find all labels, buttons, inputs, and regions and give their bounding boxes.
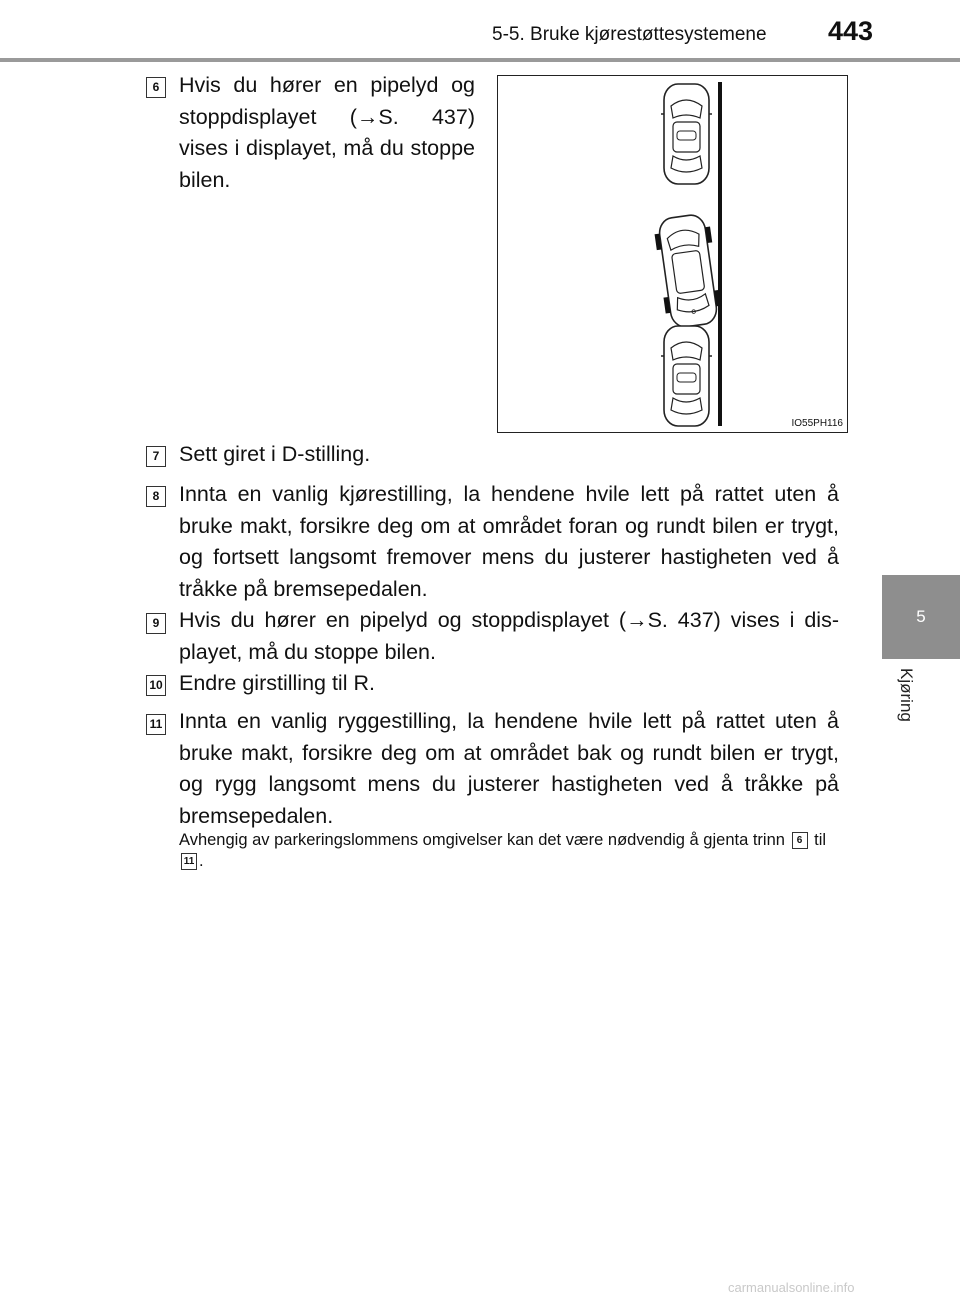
header-divider	[0, 58, 960, 62]
step-number-11: 11	[146, 714, 166, 735]
note-text-middle: til	[814, 831, 827, 849]
page-number: 443	[828, 16, 874, 46]
step-number-10: 10	[146, 675, 166, 696]
chapter-title: Kjøring	[897, 668, 916, 722]
step-text-7: Sett giret i D-stilling.	[179, 442, 371, 466]
note-text-end: .	[199, 852, 204, 870]
note-text: Avhengig av parkeringslommens omgivelser kan det være nødvendig å gjenta trinn	[179, 831, 785, 849]
parked-car-front	[661, 84, 712, 184]
own-car	[653, 213, 724, 330]
parked-car-rear	[661, 326, 712, 426]
step-number-6: 6	[146, 77, 166, 98]
parking-illustration	[497, 75, 848, 433]
note-ref-start: 6	[792, 832, 808, 849]
step-text-9: Hvis du hører en pipelyd og stoppdisplayet (→S. 437) vises i dis-playet, må du stoppe bilen.	[179, 608, 839, 664]
step-text-11: Innta en vanlig ryggestilling, la hendene hvile lett på rattet uten å bruke makt, forsikre deg om at området bak og rundt bilen er trygt, og rygg langsomt mens du justerer hastigheten ved å tråkke på bremsepedalen.	[179, 709, 839, 828]
figure-code: IO55PH116	[791, 418, 843, 429]
section-title: 5-5. Bruke kjørestøttesystemene	[492, 24, 767, 45]
step-number-7: 7	[146, 446, 166, 467]
parking-diagram	[498, 76, 847, 432]
step-text-8: Innta en vanlig kjørestilling, la hendene hvile lett på rattet uten å bruke makt, forsikre deg om at området foran og rundt bilen er trygt, og fortsett langsomt fremover mens du justerer hastigheten ved å tråkke på bremsepedalen.	[179, 482, 839, 601]
note-paragraph	[179, 830, 839, 872]
step-text-6: Hvis du hører en pipelyd og stoppdisplayet (→S. 437) vises i displayet, må du stoppe bilen.	[179, 73, 475, 192]
step-number-8: 8	[146, 486, 166, 507]
step-number-9: 9	[146, 613, 166, 634]
note-ref-end: 11	[181, 853, 197, 870]
chapter-tab[interactable]	[882, 575, 960, 659]
chapter-number: 5	[916, 607, 926, 626]
step-text-10: Endre girstilling til R.	[179, 671, 375, 695]
watermark-link[interactable]: carmanualsonline.info	[728, 1280, 855, 1295]
